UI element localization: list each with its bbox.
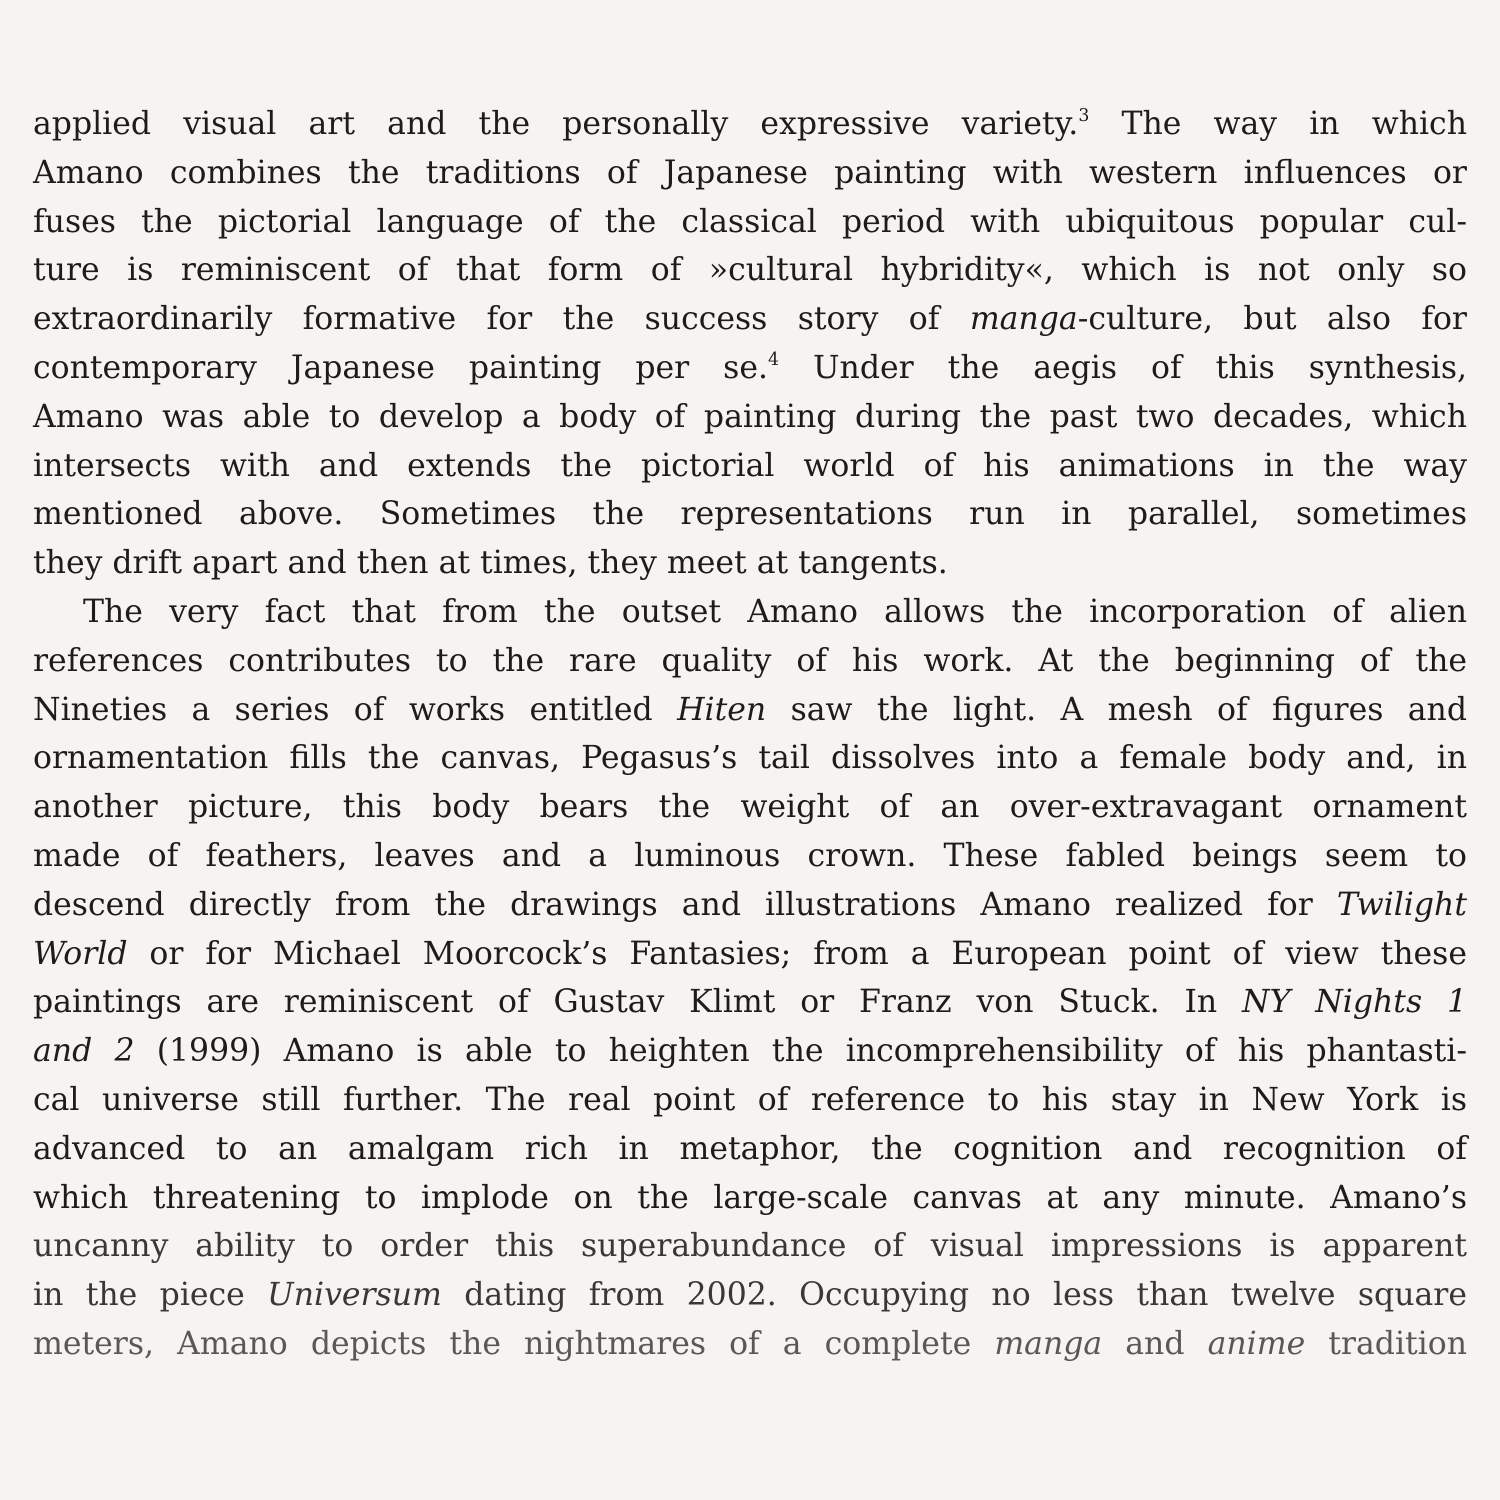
- text-line: [33, 1271, 1467, 1320]
- text-run: Under the aegis of this synthesis,: [779, 349, 1467, 386]
- text-run: (1999) Amano is able to heighten the incomprehensibility of his phantasti-: [134, 1033, 1467, 1070]
- text-run: Amano combines the traditions of Japanese painting with western influences or: [33, 154, 1467, 191]
- text-run: advanced to an amalgam rich in metaphor, the cognition and recognition of: [33, 1130, 1467, 1167]
- text-run: cal universe still further. The real point of reference to his stay in New York is: [33, 1081, 1467, 1118]
- text-run: and: [1102, 1325, 1208, 1362]
- text-line: [33, 1125, 1467, 1174]
- text-run: in the piece: [33, 1277, 268, 1314]
- text-line: [33, 1076, 1467, 1125]
- text-run: applied visual art and the personally expressive variety.: [33, 106, 1079, 142]
- text-run: Nineties a series of works entitled: [33, 691, 678, 728]
- text-run: paintings are reminiscent of Gustav Klimt or Franz von Stuck. In: [33, 984, 1243, 1021]
- text-run: tradition: [1305, 1325, 1467, 1362]
- text-line: [33, 490, 1467, 539]
- text-run: mentioned above. Sometimes the representations run in parallel, sometimes: [33, 496, 1467, 533]
- footnote-marker: 3: [1078, 106, 1090, 127]
- text-run: descend directly from the drawings and illustrations Amano realized for: [33, 886, 1337, 923]
- text-run: intersects with and extends the pictorial world of his animations in the way: [33, 447, 1467, 484]
- text-line: [33, 1027, 1467, 1076]
- text-run: The very fact that from the outset Amano allows the incorporation of alien: [83, 593, 1467, 630]
- text-line: [33, 686, 1467, 735]
- text-line: [33, 344, 1467, 393]
- text-run: fuses the pictorial language of the classical period with ubiquitous popular cul-: [33, 203, 1467, 240]
- text-line: [33, 930, 1467, 979]
- italic-title: World: [33, 935, 128, 972]
- text-run: meters, Amano depicts the nightmares of a complete: [33, 1325, 995, 1362]
- text-line: [33, 295, 1467, 344]
- italic-title: manga: [994, 1325, 1103, 1362]
- italic-title: Hiten: [677, 691, 767, 728]
- text-run: uncanny ability to order this superabundance of visual impressions is apparent: [33, 1228, 1467, 1265]
- text-run: contemporary Japanese painting per se.: [33, 349, 769, 386]
- footnote-marker: 4: [768, 350, 780, 370]
- text-line: [33, 881, 1467, 930]
- text-run: or for Michael Moorcock’s Fantasies; from a European point of view these: [127, 935, 1467, 972]
- body-text: [33, 100, 1467, 1369]
- italic-title: Universum: [267, 1277, 442, 1314]
- text-run: The way in which: [1089, 106, 1467, 142]
- text-line: [33, 539, 1467, 588]
- text-run: made of feathers, leaves and a luminous crown. These fabled beings seem to: [33, 837, 1467, 874]
- text-run: they drift apart and then at times, they meet at tangents.: [33, 545, 948, 582]
- text-line: [33, 149, 1467, 198]
- text-run: Amano was able to develop a body of painting during the past two decades, which: [33, 398, 1467, 435]
- text-run: ornamentation fills the canvas, Pegasus’s tail dissolves into a female body and, in: [33, 740, 1467, 777]
- text-line: [33, 637, 1467, 686]
- text-run: references contributes to the rare quality of his work. At the beginning of the: [33, 642, 1467, 679]
- italic-title: NY Nights 1: [1242, 984, 1467, 1021]
- italic-title: Twilight: [1336, 886, 1467, 923]
- text-line: [33, 1222, 1467, 1271]
- italic-title: manga: [969, 301, 1078, 338]
- text-run: saw the light. A mesh of figures and: [766, 691, 1468, 728]
- text-run: another picture, this body bears the weight of an over-extravagant ornament: [33, 789, 1467, 826]
- text-line: [33, 588, 1467, 637]
- text-run: -culture, but also for: [1077, 301, 1467, 338]
- text-line: [33, 783, 1467, 832]
- text-line: [33, 198, 1467, 247]
- text-line: [33, 832, 1467, 881]
- text-run: extraordinarily formative for the success story of: [33, 301, 970, 338]
- text-line: [33, 1320, 1467, 1369]
- text-run: ture is reminiscent of that form of »cultural hybridity«, which is not only so: [33, 252, 1467, 289]
- text-line: [33, 442, 1467, 491]
- text-line: [33, 393, 1467, 442]
- text-run: dating from 2002. Occupying no less than twelve square: [441, 1277, 1467, 1314]
- text-line: [33, 1174, 1467, 1223]
- text-line: [33, 734, 1467, 783]
- text-line: [33, 246, 1467, 295]
- text-run: which threatening to implode on the large-scale canvas at any minute. Amano’s: [33, 1179, 1467, 1216]
- italic-title: and 2: [33, 1033, 135, 1070]
- text-line: [33, 978, 1467, 1027]
- italic-title: anime: [1207, 1325, 1306, 1362]
- text-line: [33, 100, 1467, 149]
